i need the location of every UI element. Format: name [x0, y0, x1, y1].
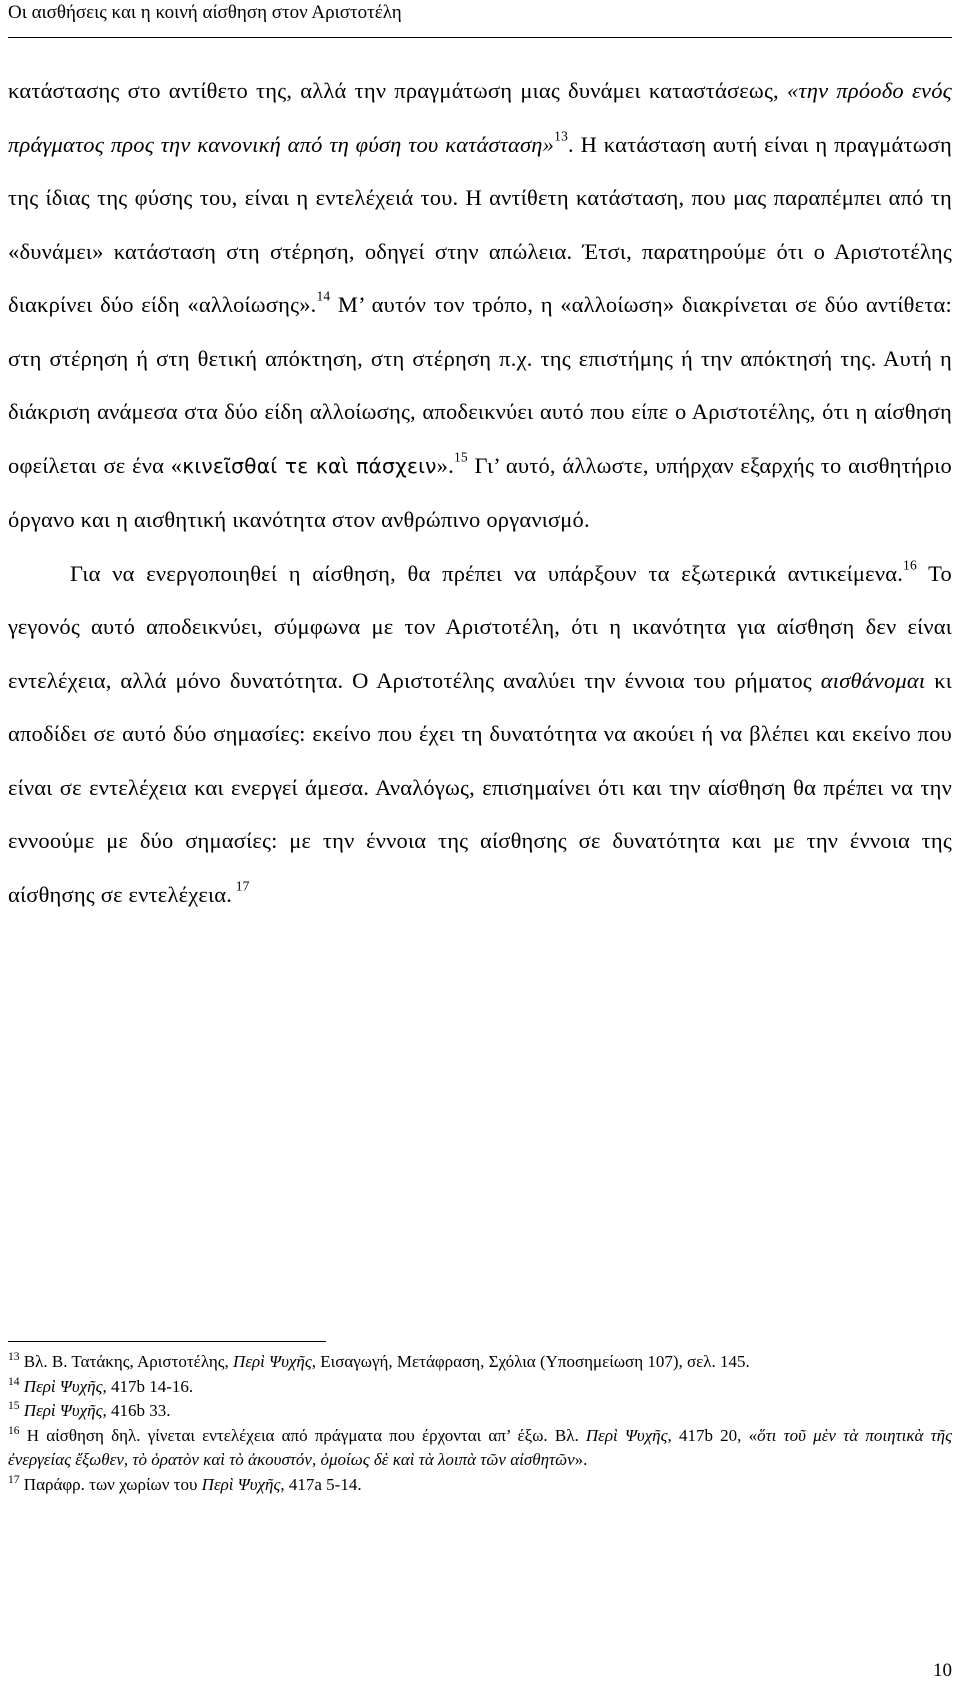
text-run: , 416b 33.: [102, 1401, 171, 1420]
text-run: ».: [574, 1450, 588, 1469]
footnote-16: [8, 1424, 952, 1473]
footnote-ref-17[interactable]: 17: [232, 878, 250, 894]
footnote-number: 17: [8, 1472, 20, 1486]
running-header: Οι αισθήσεις και η κοινή αίσθηση στον Αριστοτέλη: [8, 2, 402, 23]
footnote-number: 13: [8, 1350, 20, 1364]
footnote-15: [8, 1399, 952, 1424]
footnote-number: 16: [8, 1423, 20, 1437]
page-number: 10: [933, 1660, 952, 1681]
header-rule: [8, 37, 952, 38]
text-run: Το γεγονός αυτό αποδεικνύει, σύμφωνα με τον Αριστοτέλη, ότι η ικανότητα για αίσθηση δεν είναι εντελέχεια, αλλά μόνο δυνατότητα. Ο Αριστοτέλης αναλύει την έννοια του ρήματος: [8, 560, 953, 693]
text-run: κι αποδίδει σε αυτό δύο σημασίες: εκείνο που έχει τη δυνατότητα να ακούει ή να βλέπει και εκείνο που είναι σε εντελέχεια και ενεργεί άμεσα. Αναλόγως, επισημαίνει ότι και την αίσθηση θα πρέπει να την εννοούμε με δύο σημασίες: με την έννοια της αίσθησης σε δυνατότητα και με την έννοια της αίσθησης σε εντελέχεια.: [8, 667, 952, 907]
work-title: Περὶ Ψυχῆς: [233, 1352, 312, 1371]
footnote-ref-15[interactable]: 15: [453, 449, 468, 465]
text-run: Μ’ αυτόν τον τρόπο, η «αλλοίωση» διακρίνεται σε δύο αντίθετα: στη στέρηση ή στη θετική απόκτηση, στη στέρηση π.χ. της επιστήμης ή την απόκτησή της. Αυτή η διάκριση ανάμεσα στα δύο είδη αλλοίωσης, αποδεικνύει αυτό που είπε ο Αριστοτέλης, ότι η αίσθηση οφείλεται σε ένα «: [8, 292, 952, 478]
paragraph-1: [8, 64, 952, 547]
footnote-ref-13[interactable]: 13: [554, 128, 569, 144]
footnote-13: [8, 1350, 952, 1375]
text-run: Βλ. Β. Τατάκης, Αριστοτέλης,: [19, 1352, 234, 1371]
text-run: κατάστασης στο αντίθετο της, αλλά την πραγμάτωση μιας δυνάμει καταστάσεως,: [8, 78, 787, 103]
footnote-number: 15: [8, 1399, 20, 1413]
footnote-number: 14: [8, 1374, 20, 1388]
italic-verb: αισθάνομαι: [820, 667, 926, 693]
paragraph-2: [8, 547, 952, 922]
footnote-rule: [8, 1341, 326, 1342]
body-text: [8, 64, 952, 921]
footnotes: [8, 1350, 952, 1497]
italic-quote: «την πρόοδο ενός πράγματος προς την κανονική από τη φύση του κατάσταση»: [8, 78, 952, 157]
text-run: , Εισαγωγή, Μετάφραση, Σχόλια (Υποσημείωση 107), σελ. 145.: [311, 1352, 750, 1371]
greek-quote: κινεῖσθαί τε καὶ πάσχειν: [182, 453, 437, 478]
text-run: Για να ενεργοποιηθεί η αίσθηση, θα πρέπει να υπάρξουν τα εξωτερικά αντικείμενα.: [70, 560, 904, 586]
text-run: . Η κατάσταση αυτή είναι η πραγμάτωση της ίδιας της φύσης του, είναι η εντελέχειά του. Η αντίθετη κατάσταση, που μας παραπέμπει από τη «δυνάμει» κατάσταση στη στέρηση, οδηγεί στην απώλεια. Έτσι, παρατηρούμε ότι ο Αριστοτέλης διακρίνει δύο είδη «αλλοίωσης».: [8, 131, 952, 317]
text-run: Παράφρ. των χωρίων του: [19, 1474, 202, 1494]
footnote-ref-16[interactable]: 16: [903, 557, 917, 573]
work-title: Περὶ Ψυχῆς: [23, 1401, 103, 1420]
footnote-17: [8, 1473, 952, 1498]
work-title: Περὶ Ψυχῆς: [201, 1474, 281, 1494]
footnote-14: [8, 1375, 952, 1400]
text-run: , 417a 5-14.: [280, 1474, 362, 1494]
work-title: Περὶ Ψυχῆς: [585, 1425, 668, 1445]
text-run: ».: [436, 452, 454, 478]
greek-quote: ὅτι τοῦ μὲν τὰ ποιητικὰ τῆς ἐνεργείας ἔξωθεν, τὸ ὁρατὸν καὶ τὸ ἀκουστόν, ὁμοίως δὲ καὶ τὰ λοιπὰ τῶν αἰσθητῶν: [8, 1425, 953, 1469]
text-run: , 417b 14-16.: [102, 1376, 194, 1396]
text-run: Γι’ αυτό, άλλωστε, υπήρχαν εξαρχής το αισθητήριο όργανο και η αισθητική ικανότητα στον ανθρώπινο οργανισμό.: [8, 452, 952, 532]
footnote-ref-14[interactable]: 14: [316, 288, 331, 304]
text-run: Η αίσθηση δηλ. γίνεται εντελέχεια από πράγματα που έρχονται απ’ έξω. Βλ.: [19, 1425, 586, 1445]
work-title: Περὶ Ψυχῆς: [23, 1376, 103, 1396]
text-run: , 417b 20, «: [667, 1425, 758, 1445]
